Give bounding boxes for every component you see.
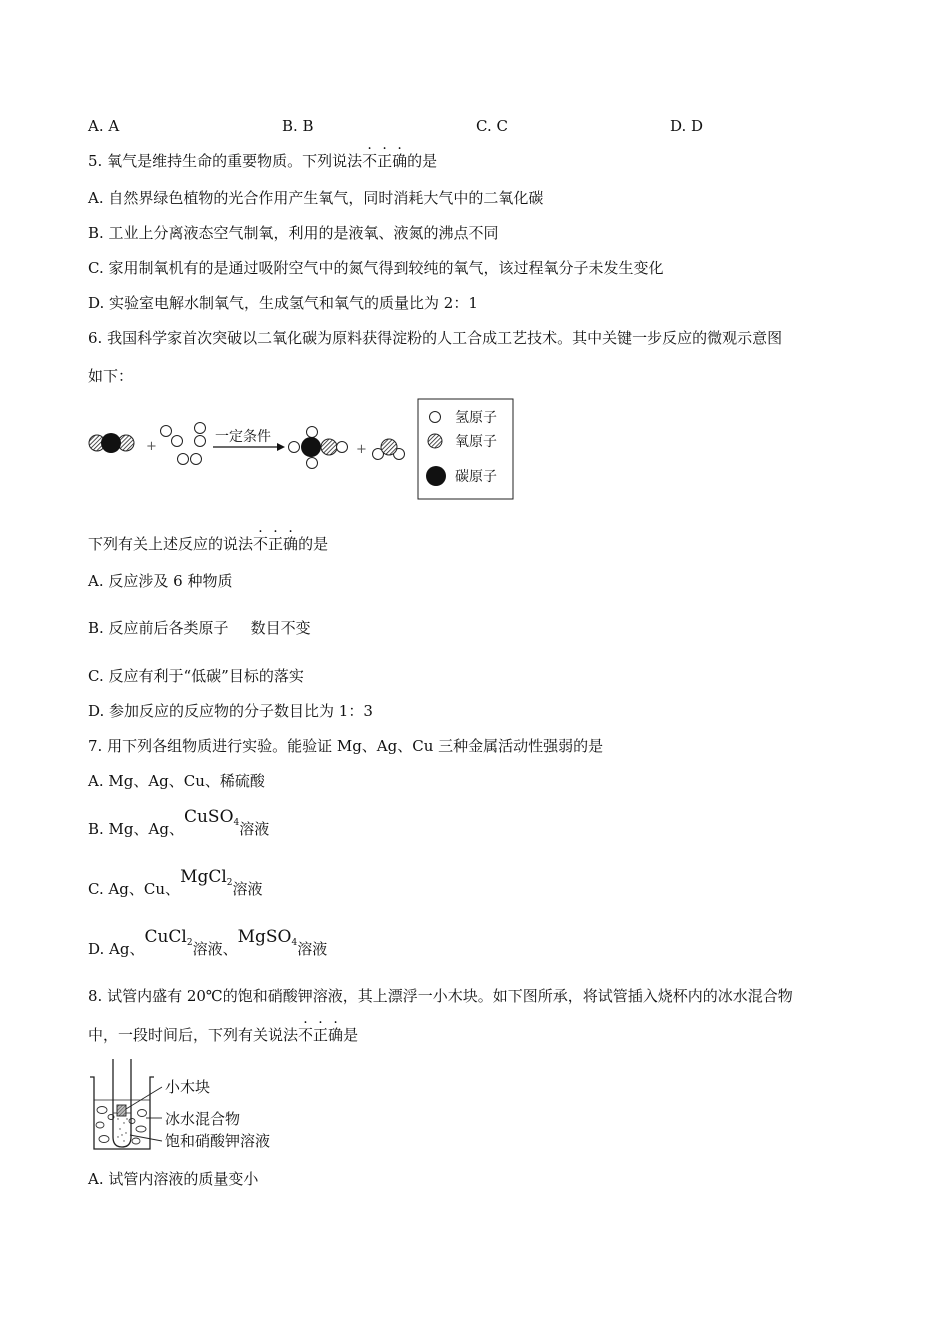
q6-option-c: C. 反应有利于“低碳”目标的落实 (88, 667, 304, 685)
q6-question: 下列有关上述反应的说法不正确的是 (88, 535, 329, 553)
emphasis-char: 正 (377, 152, 393, 170)
formula-cucl2: CuCl$_2$ (144, 927, 193, 948)
q4-option-b: B. B (282, 117, 314, 135)
label-ice-water: 冰水混合物 (165, 1110, 241, 1128)
q5-option-c: C. 家用制氧机有的是通过吸附空气中的氮气得到较纯的氧气，该过程氧分子未发生变化 (88, 259, 664, 277)
q5-option-a: A. 自然界绿色植物的光合作用产生氧气，同时消耗大气中的二氧化碳 (88, 189, 544, 207)
arrow-head (277, 443, 285, 451)
q5-option-d: D. 实验室电解水制氧气，生成氢气和氧气的质量比为 2：1 (88, 294, 478, 312)
formula-mgso4: MgSO$_4$ (237, 927, 298, 948)
q4-option-a: A. A (88, 117, 120, 135)
hydrogen-atom-icon (430, 412, 441, 423)
wood-block (117, 1105, 126, 1116)
formula-cuso4: CuSO$_4$ (183, 807, 240, 828)
formula-mgcl2: MgCl$_2$ (180, 867, 233, 888)
label-wood-block: 小木块 (165, 1078, 211, 1096)
methanol-molecule (289, 427, 348, 469)
water-molecule (373, 439, 405, 460)
q6-stem-line1: 6. 我国科学家首次突破以二氧化碳为原料获得淀粉的人工合成工艺技术。其中关键一步反应的微观示意图 (88, 329, 783, 347)
emphasis-char: 确 (328, 1026, 344, 1044)
q6-option-a: A. 反应涉及 6 种物质 (88, 572, 233, 590)
plus-sign: + (356, 442, 367, 457)
q7-option-d: D. Ag、CuCl$_2$溶液、MgSO$_4$溶液 (88, 927, 328, 958)
q4-option-d: D. D (670, 117, 704, 135)
q8-stem-line1: 8. 试管内盛有 20℃的饱和硝酸钾溶液，其上漂浮一小木块。如下图所承，将试管插入烧杯内的冰水混合物 (88, 987, 793, 1005)
q7-option-a: A. Mg、Ag、Cu、稀硫酸 (88, 772, 265, 790)
emphasis-char: 确 (283, 535, 299, 553)
q7-stem: 7. 用下列各组物质进行实验。能验证 Mg、Ag、Cu 三种金属活动性强弱的是 (88, 737, 604, 755)
co2-molecule (89, 433, 134, 453)
q5-stem: 5. 氧气是维持生命的重要物质。下列说法不正确的是 (88, 152, 438, 170)
q6-option-d: D. 参加反应的反应物的分子数目比为 1：3 (88, 702, 373, 720)
q6-stem-line2: 如下： (88, 367, 134, 385)
legend-carbon: 碳原子 (455, 469, 497, 485)
beaker-diagram (84, 1055, 324, 1155)
q7-option-b: B. Mg、Ag、CuSO$_4$溶液 (88, 807, 270, 838)
solution-dots (117, 1118, 127, 1141)
q4-option-c: C. C (476, 117, 508, 135)
label-kno3-solution: 饱和硝酸钾溶液 (165, 1132, 271, 1150)
test-tube (113, 1059, 131, 1147)
q7-option-c: C. Ag、Cu、MgCl$_2$溶液 (88, 867, 263, 898)
q8-stem-line2: 中，一段时间后，下列有关说法不正确是 (88, 1026, 359, 1044)
q6-option-b: B. 反应前后各类原子 数目不变 (88, 619, 311, 637)
emphasis-char: 不 (362, 152, 378, 170)
emphasis-char: 确 (392, 152, 408, 170)
oxygen-atom-icon (428, 434, 442, 448)
reaction-diagram (84, 395, 524, 505)
emphasis-char: 不 (298, 1026, 314, 1044)
q5-option-b: B. 工业上分离液态空气制氧，利用的是液氧、液氮的沸点不同 (88, 224, 499, 242)
legend-oxygen: 氧原子 (455, 434, 497, 450)
plus-sign: + (146, 439, 157, 454)
h2-molecules (161, 423, 206, 465)
legend-hydrogen: 氢原子 (455, 410, 497, 426)
carbon-atom-icon (426, 466, 446, 486)
emphasis-char: 不 (253, 535, 269, 553)
emphasis-char: 正 (268, 535, 284, 553)
emphasis-char: 正 (313, 1026, 329, 1044)
arrow-label: 一定条件 (215, 429, 271, 445)
q8-option-a: A. 试管内溶液的质量变小 (88, 1170, 259, 1188)
